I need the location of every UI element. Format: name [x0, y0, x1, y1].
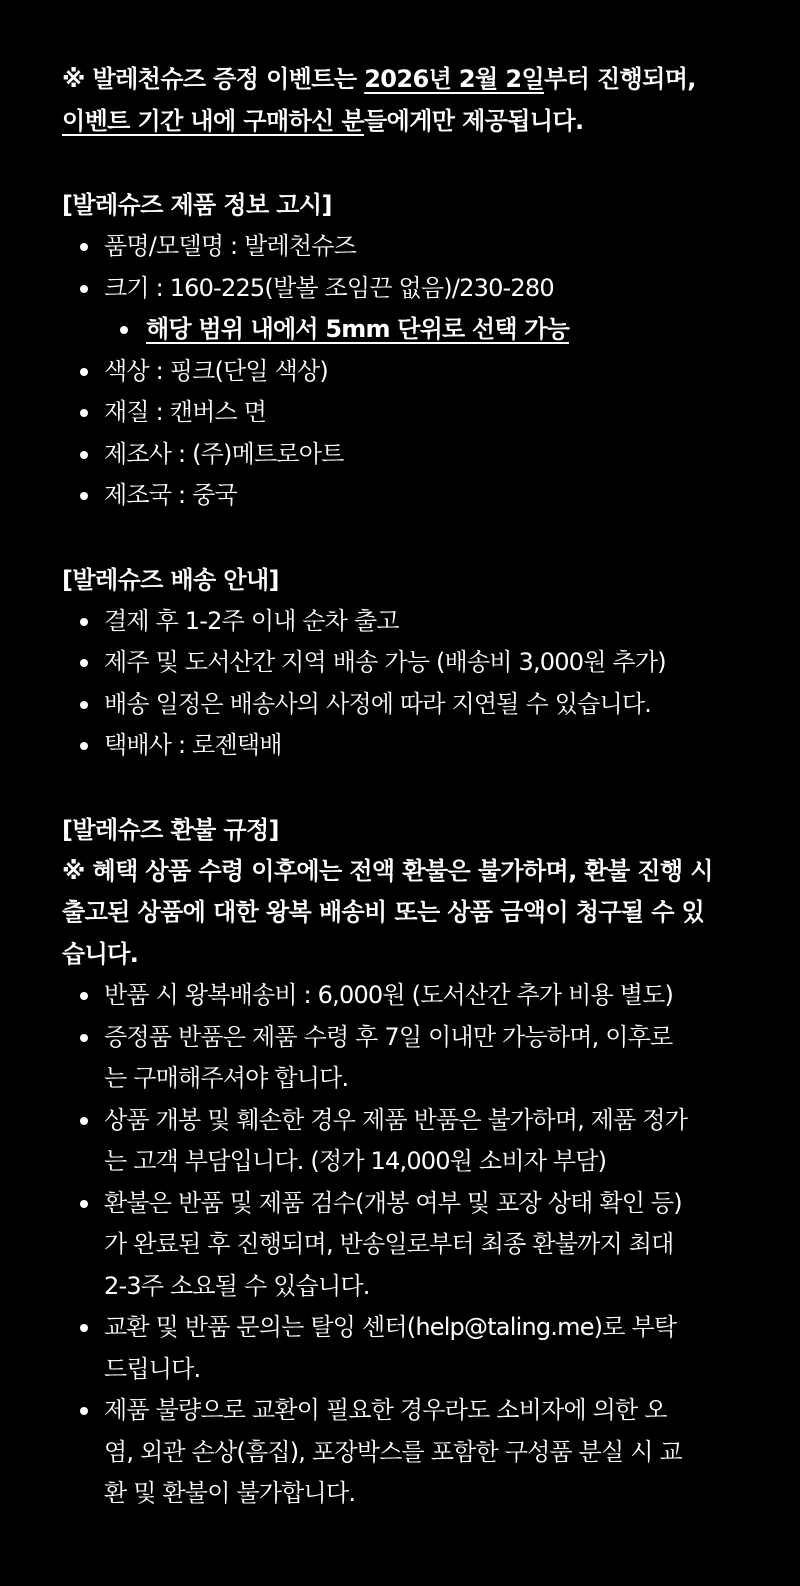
refund-item-line: 제품 불량으로 교환이 필요한 경우라도 소비자에 의한 오	[104, 1396, 667, 1424]
refund-item	[62, 1390, 740, 1515]
refund-item-line: 2-3주 소요될 수 있습니다.	[104, 1271, 370, 1300]
refund-item-line: 염, 외관 손상(흠집), 포장박스를 포함한 구성품 분실 시 교	[104, 1437, 682, 1466]
refund-item-line: 상품 개봉 및 훼손한 경우 제품 반품은 불가하며, 제품 정가	[104, 1105, 688, 1134]
product-color-item: 색상 : 핑크(단일 색상)	[62, 351, 740, 393]
refund-item	[62, 1307, 740, 1390]
refund-item-line: 증정품 반품은 제품 수령 후 7일 이내만 가능하며, 이후로	[104, 1022, 673, 1051]
product-info-list	[62, 226, 740, 517]
refund-item-line: 는 구매해주셔야 합니다.	[104, 1064, 349, 1092]
product-size-note	[62, 309, 740, 351]
shipping-item: 제주 및 도서산간 지역 배송 가능 (배송비 3,000원 추가)	[62, 642, 740, 684]
refund-item	[62, 1017, 740, 1100]
spacer	[62, 142, 740, 184]
event-start-date: 2026년 2월 2일	[364, 65, 545, 93]
refund-item-line: 환불은 반품 및 제품 검수(개봉 여부 및 포장 상태 확인 등)	[104, 1188, 682, 1217]
refund-item	[62, 975, 740, 1017]
refund-item-line: 드립니다.	[104, 1354, 201, 1383]
shipping-item: 결제 후 1-2주 이내 순차 출고	[62, 601, 740, 643]
refund-list	[62, 975, 740, 1515]
refund-item-line: 는 고객 부담입니다. (정가 14,000원 소비자 부담)	[104, 1147, 607, 1175]
event-notice-prefix: ※ 발레천슈즈 증정 이벤트는	[62, 65, 365, 93]
size-step-note: 해당 범위 내에서 5mm 단위로 선택 가능	[146, 315, 570, 343]
product-origin-item: 제조국 : 중국	[62, 475, 740, 517]
refund-item	[62, 1100, 740, 1183]
refund-item-line: 환 및 환불이 불가합니다.	[104, 1479, 356, 1507]
refund-title: [발레슈즈 환불 규정]	[62, 815, 279, 844]
event-notice-suffix: 부터 진행되며,	[544, 65, 696, 93]
shipping-item: 배송 일정은 배송사의 사정에 따라 지연될 수 있습니다.	[62, 684, 740, 726]
shipping-title: [발레슈즈 배송 안내]	[62, 565, 279, 594]
refund-notice-line: 습니다.	[62, 939, 139, 968]
event-notice-line-1	[62, 58, 740, 100]
spacer	[62, 517, 740, 559]
shipping-item: 택배사 : 로젠택배	[62, 725, 740, 767]
refund-notice-line: 출고된 상품에 대한 왕복 배송비 또는 상품 금액이 청구될 수 있	[62, 898, 705, 926]
event-notice-line-2	[62, 100, 740, 142]
product-size-item: 크기 : 160-225(발볼 조임끈 없음)/230-280	[62, 268, 740, 310]
refund-item	[62, 1183, 740, 1308]
event-notice-tail: 들에게만 제공됩니다.	[364, 107, 584, 135]
refund-item-line: 가 완료된 후 진행되며, 반송일로부터 최종 환불까지 최대	[104, 1230, 674, 1258]
product-info-title: [발레슈즈 제품 정보 고시]	[62, 191, 332, 219]
product-manufacturer-item: 제조사 : (주)메트로아트	[62, 434, 740, 476]
refund-notice-line: ※ 혜택 상품 수령 이후에는 전액 환불은 불가하며, 환불 진행 시	[62, 856, 713, 885]
spacer	[62, 767, 740, 809]
event-eligibility: 이벤트 기간 내에 구매하신 분	[62, 107, 365, 135]
refund-notice	[62, 851, 740, 976]
refund-item-line: 반품 시 왕복배송비 : 6,000원 (도서산간 추가 비용 별도)	[104, 981, 674, 1009]
shipping-list	[62, 601, 740, 767]
refund-item-line: 교환 및 반품 문의는 탈잉 센터(help@taling.me)로 부탁	[104, 1313, 677, 1341]
product-material-item: 재질 : 캔버스 면	[62, 392, 740, 434]
product-name-item: 품명/모델명 : 발레천슈즈	[62, 226, 740, 268]
